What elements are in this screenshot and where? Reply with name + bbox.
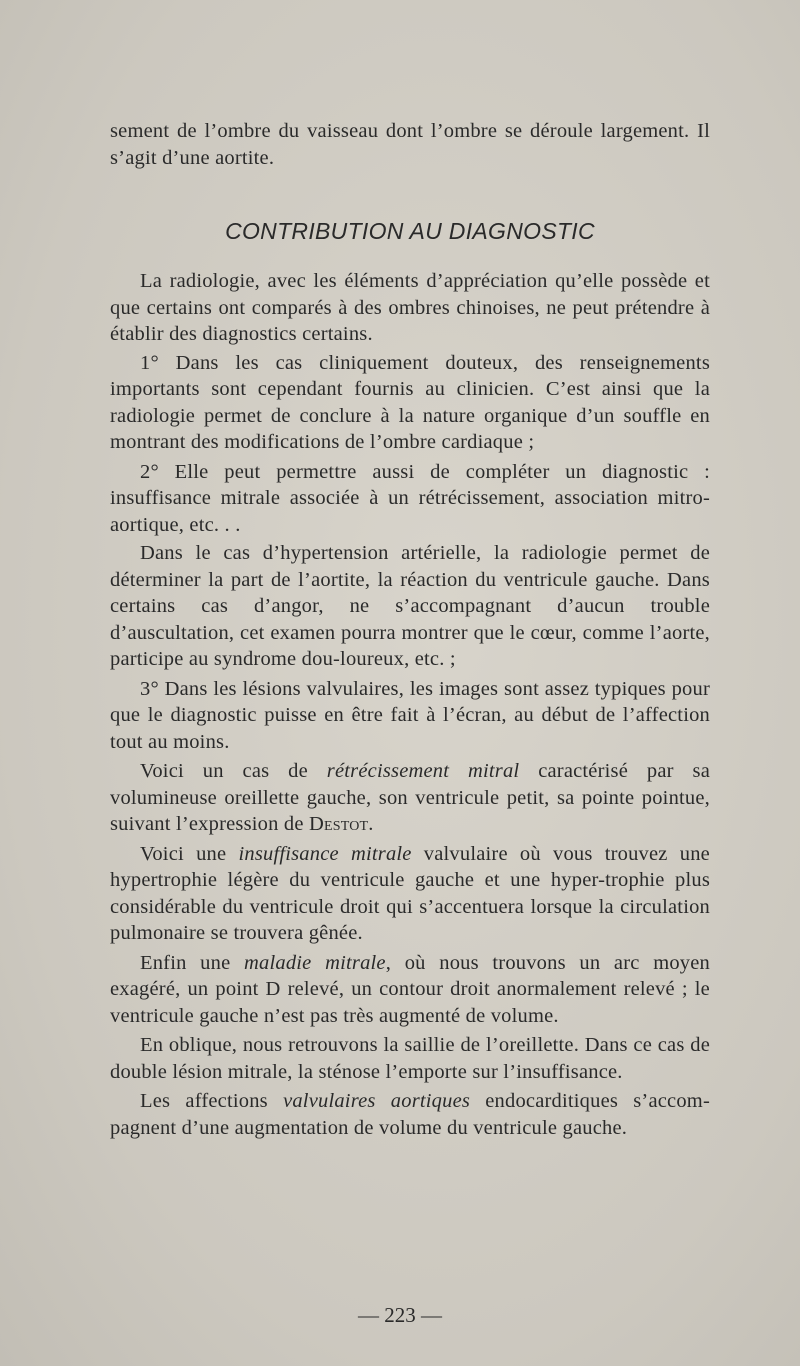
paragraph: 3° Dans les lésions valvulaires, les images sont assez typiques pour que le diagnostic puisse en être fait à l’écran, au début de l’affection tout au moins. [110,677,710,753]
paragraph: Les affections valvulaires aortiques endocarditiques s’accom-pagnent d’une augmentation de volume du ventricule gauche. [110,1090,710,1139]
page-number: — 223 — [358,1303,442,1327]
paragraph: Enfin une maladie mitrale, où nous trouvons un arc moyen exagéré, un point D relevé, un contour droit anormalement relevé ; le ventricule gauche n’est pas très augmenté de volume. [110,951,710,1027]
paragraph: 2° Elle peut permettre aussi de compléter un diagnostic : insuffisance mitrale associée à un rétrécissement, association mitro-aortique, etc. . . [110,460,710,536]
paragraph: En oblique, nous retrouvons la saillie de l’oreillette. Dans ce cas de double lésion mitrale, la sténose l’emporte sur l’insuffisance. [110,1034,710,1083]
paragraph: 1° Dans les cas cliniquement douteux, des renseignements importants sont cependant fournis au clinicien. C’est ainsi que la radiologie permet de conclure à la nature organique d’un souffle en montrant des modifications de l’ombre cardiaque ; [110,351,710,453]
paragraph: Voici un cas de rétrécissement mitral caractérisé par sa volumineuse oreillette gauche, son ventricule petit, sa pointe pointue, suivant l’expression de Destot. [110,760,710,835]
italic-term: insuffisance mitrale [238,842,412,865]
author-name: Destot [308,813,369,835]
paragraph: Dans le cas d’hypertension artérielle, la radiologie permet de déterminer la part de l’aortite, la réaction du ventricule gauche. Dans certains cas d’angor, ne s’accompagnant d’aucun trouble d’auscultation, cet examen pourra montrer que le cœur, comme l’aorte, participe au syndrome dou-loureux, etc. ; [110,542,710,670]
paragraph: La radiologie, avec les éléments d’appréciation qu’elle possède et que certains ont comparés à des ombres chinoises, ne peut prétendre à établir des diagnostics certains. [110,270,710,345]
paragraph-intro: sement de l’ombre du vaisseau dont l’ombre se déroule largement. Il s’agit d’une aortite. [110,120,710,169]
section-heading: CONTRIBUTION AU DIAGNOSTIC [225,218,595,244]
italic-term: valvulaires aortiques [283,1090,471,1112]
italic-term: rétrécissement mitral [326,760,520,782]
paragraph: Voici une insuffisance mitrale valvulaire où vous trouvez une hypertrophie légère du ventricule gauche et une hyper-trophie plus considérable du ventricule droit qui s’accentuera lorsque la circulation pulmonaire se trouvera gênée. [110,842,710,944]
italic-term: maladie mitrale [244,951,386,974]
body-text [110,268,710,1141]
